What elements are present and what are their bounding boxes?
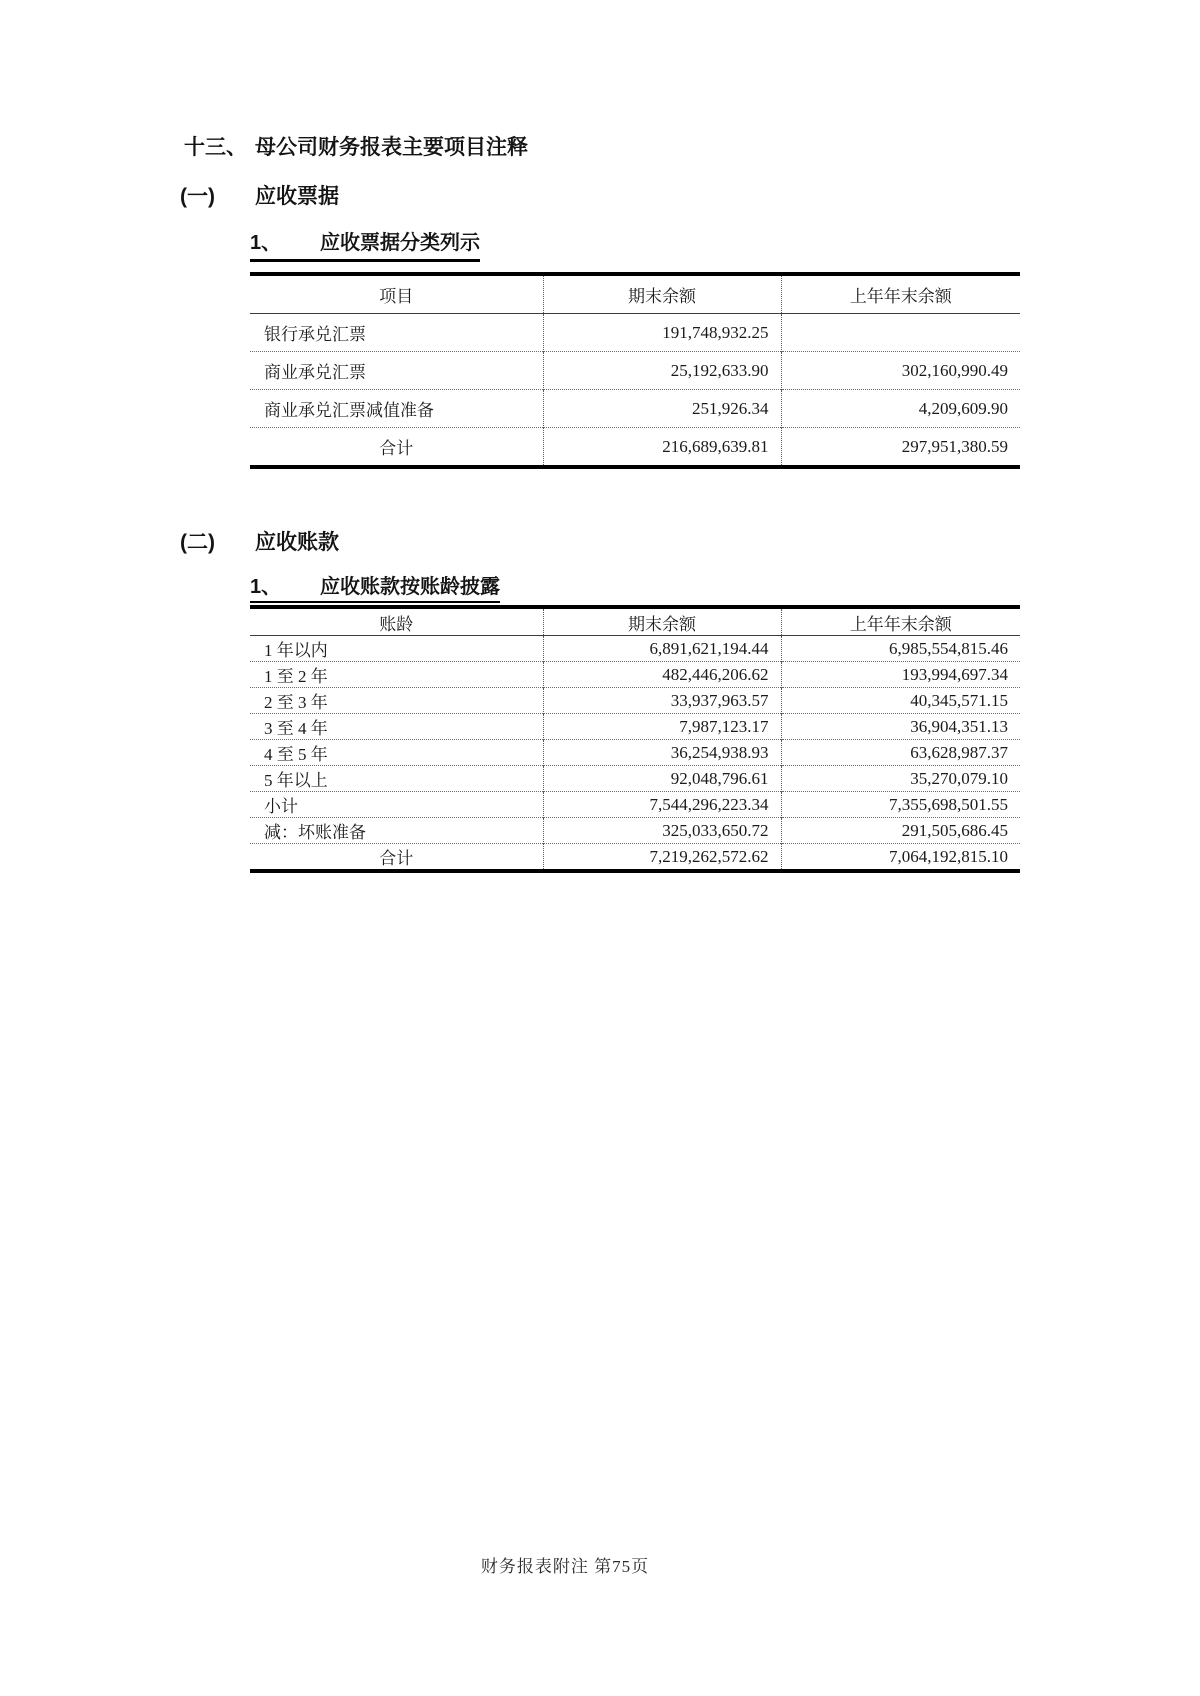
subsection-number: 1、 bbox=[250, 232, 282, 254]
table-row bbox=[250, 636, 1020, 662]
section-title: 应收票据 bbox=[255, 185, 339, 208]
row-label: 5 年以上 bbox=[264, 771, 328, 790]
subsection-title-text: 应收账款按账龄披露 bbox=[320, 576, 500, 598]
subsection-title-notes-receivable bbox=[250, 232, 1020, 262]
column-header-prior-year-balance: 上年年末余额 bbox=[781, 607, 1020, 636]
main-heading-number: 十三、 bbox=[184, 136, 247, 159]
table-row bbox=[250, 314, 1020, 352]
table-row bbox=[250, 390, 1020, 428]
subsection-number: 1、 bbox=[250, 576, 282, 598]
main-heading bbox=[184, 136, 1200, 160]
column-header-aging: 账龄 bbox=[379, 614, 414, 634]
row-label: 小计 bbox=[264, 797, 298, 816]
amount-current: 33,937,963.57 bbox=[543, 688, 781, 714]
accounts-receivable-aging-table bbox=[250, 605, 1020, 873]
amount-prior: 7,355,698,501.55 bbox=[781, 792, 1020, 818]
amount-prior: 193,994,697.34 bbox=[781, 662, 1020, 688]
amount-current: 25,192,633.90 bbox=[543, 352, 781, 390]
amount-prior: 36,904,351.13 bbox=[781, 714, 1020, 740]
total-amount-prior: 297,951,380.59 bbox=[781, 428, 1020, 468]
subsection-title-text: 应收票据分类列示 bbox=[320, 232, 480, 254]
amount-current: 7,544,296,223.34 bbox=[543, 792, 781, 818]
table-total-row bbox=[250, 428, 1020, 468]
column-header-prior-year-balance: 上年年末余额 bbox=[781, 274, 1020, 314]
table-header-row bbox=[250, 274, 1020, 314]
amount-current: 36,254,938.93 bbox=[543, 740, 781, 766]
amount-current: 7,987,123.17 bbox=[543, 714, 781, 740]
amount-prior: 302,160,990.49 bbox=[781, 352, 1020, 390]
section-label: (二) bbox=[180, 531, 215, 554]
amount-prior: 6,985,554,815.46 bbox=[781, 636, 1020, 662]
notes-receivable-table bbox=[250, 272, 1020, 469]
subsection-title-accounts-receivable bbox=[250, 576, 1020, 603]
amount-current: 191,748,932.25 bbox=[543, 314, 781, 352]
amount-prior: 40,345,571.15 bbox=[781, 688, 1020, 714]
amount-current: 6,891,621,194.44 bbox=[543, 636, 781, 662]
total-amount-prior: 7,064,192,815.10 bbox=[781, 844, 1020, 872]
column-header-item: 项目 bbox=[379, 287, 414, 306]
row-label: 3 至 4 年 bbox=[264, 719, 328, 738]
table-header-row bbox=[250, 607, 1020, 636]
amount-prior: 291,505,686.45 bbox=[781, 818, 1020, 844]
row-label: 商业承兑汇票减值准备 bbox=[264, 401, 434, 420]
main-heading-text: 母公司财务报表主要项目注释 bbox=[255, 136, 528, 159]
amount-current: 325,033,650.72 bbox=[543, 818, 781, 844]
amount-prior: 63,628,987.37 bbox=[781, 740, 1020, 766]
amount-current: 92,048,796.61 bbox=[543, 766, 781, 792]
total-label: 合计 bbox=[379, 849, 414, 868]
row-label: 减：坏账准备 bbox=[264, 823, 366, 842]
row-label: 4 至 5 年 bbox=[264, 745, 328, 764]
table-row bbox=[250, 714, 1020, 740]
column-header-closing-balance: 期末余额 bbox=[543, 607, 781, 636]
row-label: 银行承兑汇票 bbox=[264, 325, 366, 344]
table-total-row bbox=[250, 844, 1020, 872]
amount-current: 482,446,206.62 bbox=[543, 662, 781, 688]
column-header-closing-balance: 期末余额 bbox=[543, 274, 781, 314]
row-label: 1 至 2 年 bbox=[264, 667, 328, 686]
table-row bbox=[250, 662, 1020, 688]
amount-prior: 35,270,079.10 bbox=[781, 766, 1020, 792]
table-row bbox=[250, 740, 1020, 766]
amount-current: 251,926.34 bbox=[543, 390, 781, 428]
total-label: 合计 bbox=[379, 439, 414, 458]
total-amount-current: 216,689,639.81 bbox=[543, 428, 781, 468]
section-heading-accounts-receivable bbox=[180, 531, 1200, 555]
row-label: 2 至 3 年 bbox=[264, 693, 328, 712]
section-heading-notes-receivable bbox=[180, 185, 1200, 209]
total-amount-current: 7,219,262,572.62 bbox=[543, 844, 781, 872]
section-title: 应收账款 bbox=[255, 531, 339, 554]
table-row bbox=[250, 766, 1020, 792]
page-footer: 财务报表附注 第75页 bbox=[480, 1557, 650, 1576]
table-row bbox=[250, 792, 1020, 818]
table-row bbox=[250, 688, 1020, 714]
amount-prior: 4,209,609.90 bbox=[781, 390, 1020, 428]
table-row bbox=[250, 352, 1020, 390]
row-label: 1 年以内 bbox=[264, 641, 328, 660]
amount-prior bbox=[781, 314, 1020, 352]
row-label: 商业承兑汇票 bbox=[264, 363, 366, 382]
section-label: (一) bbox=[180, 185, 215, 208]
table-row bbox=[250, 818, 1020, 844]
